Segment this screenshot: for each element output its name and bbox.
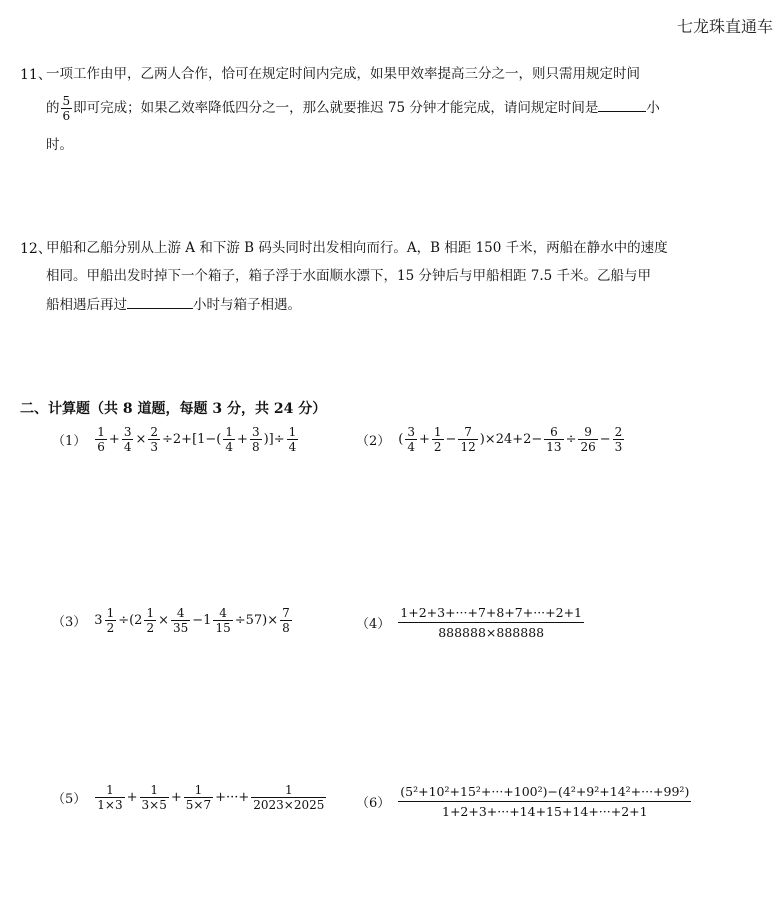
problem-4-numerator: 1+2+3+···+7+8+7+···+2+1	[398, 605, 584, 623]
problem-5	[52, 784, 327, 811]
q12-answer-blank[interactable]	[127, 294, 193, 309]
problem-3-label: （3）	[52, 615, 87, 630]
problem-4	[356, 605, 584, 640]
q11-line2-end: 小	[646, 100, 660, 116]
q12-line2: 相同。甲船出发时掉下一个箱子，箱子浮于水面顺水漂下，15 分钟后与甲船相距 7.5 千米。乙船与甲	[46, 268, 652, 284]
problem-3	[52, 607, 293, 634]
q11-number: 11、	[20, 67, 52, 83]
problem-4-fraction	[398, 605, 584, 640]
q11-fraction	[61, 95, 73, 122]
q11-frac-num: 5	[62, 94, 71, 108]
problem-4-label: （4）	[356, 617, 391, 632]
problem-6-fraction	[398, 784, 691, 819]
q11-answer-blank[interactable]	[598, 97, 646, 112]
problem-6-denominator: 1+2+3+···+14+15+14+···+2+1	[442, 804, 648, 819]
problem-2-expression: ( $\frac{3}{4}$ + $\frac{1}{2}$ − $\frac{7}{12}$ )×24+2− $\frac{6}{13}$ ÷ $\frac{9}{26}$ − $\frac{2}{3}$	[398, 425, 623, 454]
problem-6-label: （6）	[356, 796, 391, 811]
problem-6-numerator: (5²+10²+15²+···+100²)−(4²+9²+14²+···+99²)	[398, 784, 691, 802]
q11-line2-post: 即可完成；如果乙效率降低四分之一，那么就要推迟 75 分钟才能完成，请问规定时间是	[73, 100, 599, 116]
section2-title: 二、计算题（共 8 道题，每题 3 分，共 24 分）	[20, 401, 327, 417]
q11-line2-pre: 的	[46, 100, 60, 116]
q11-line1: 一项工作由甲，乙两人合作，恰可在规定时间内完成，如果甲效率提高三分之一，则只需用规定时间	[46, 66, 640, 82]
problem-4-denominator: 888888×888888	[438, 625, 545, 640]
q11-line2	[46, 95, 660, 122]
problem-1	[52, 426, 299, 453]
q12-line3-post: 小时与箱子相遇。	[193, 297, 301, 313]
problem-1-expression: $\frac{1}{6}$ + $\frac{3}{4}$ × $\frac{2}{3}$ ÷2+[1−( $\frac{1}{4}$ + $\frac{3}{8}$ )]÷ $\frac{1}{4}$	[97, 425, 297, 454]
q11-frac-den: 6	[62, 109, 71, 123]
brand-watermark: 七龙珠直通车	[676, 17, 773, 36]
q12-line1: 甲船和乙船分别从上游 A 和下游 B 码头同时出发相向而行。A，B 相距 150 千米，两船在静水中的速度	[46, 240, 668, 256]
q12-line3	[46, 294, 301, 315]
q12-number: 12、	[20, 241, 52, 257]
problem-6	[356, 784, 691, 819]
problem-5-label: （5）	[52, 792, 87, 807]
problem-5-expression: $\frac{1}{1\times 3}$ + $\frac{1}{3\times 5}$ + $\frac{1}{5\times 7}$ +···+ $\frac{1}{2023\times 2025}$	[97, 783, 325, 812]
q11-line3: 时。	[46, 137, 73, 153]
problem-2-label: （2）	[356, 434, 391, 449]
problem-1-label: （1）	[52, 434, 87, 449]
problem-3-expression: 3 $\frac{1}{2}$ ÷(2 $\frac{1}{2}$ × $\frac{4}{35}$ −1 $\frac{4}{15}$ ÷57)× $\frac{7}{8}$	[94, 606, 290, 635]
problem-2	[356, 426, 625, 453]
q12-line3-pre: 船相遇后再过	[46, 297, 127, 313]
